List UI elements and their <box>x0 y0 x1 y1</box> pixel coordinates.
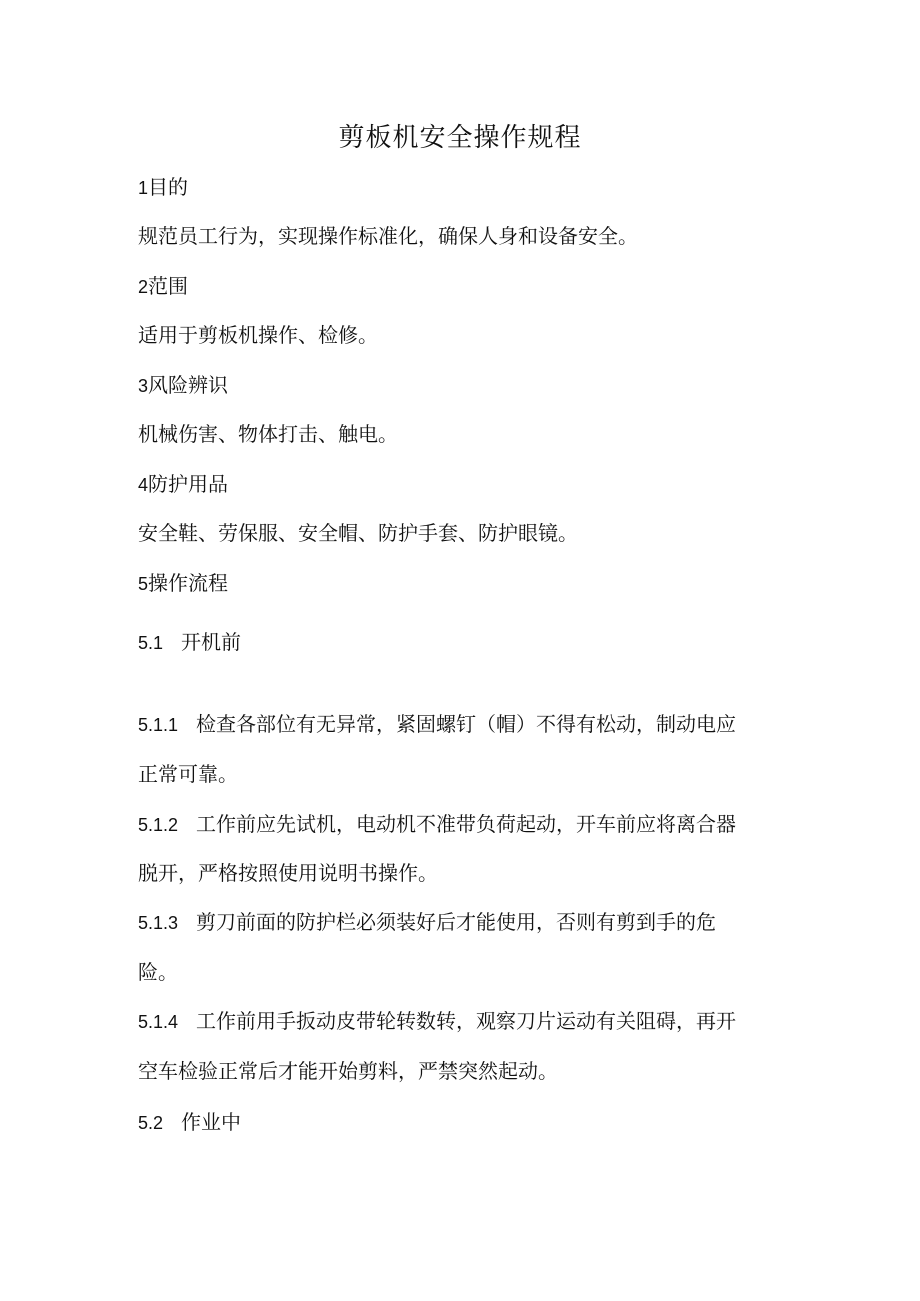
clause-number: 5.1.1 <box>138 715 179 735</box>
section-number: 5.2 <box>138 1113 164 1133</box>
section-heading-process <box>138 568 798 599</box>
clause-number: 5.1.4 <box>138 1012 179 1032</box>
section-heading-scope <box>138 271 798 302</box>
section-heading-text: 风险辨识 <box>148 373 229 397</box>
clause-text: 检查各部位有无异常，紧固螺钉（帽）不得有松动，制动电应 <box>196 712 737 736</box>
scope-text: 适用于剪板机操作、检修。 <box>138 323 378 347</box>
subsection-5-1 <box>138 627 798 658</box>
section-heading-text: 范围 <box>148 274 189 298</box>
section-heading-ppe <box>138 469 798 500</box>
clause-text: 工作前用手扳动皮带轮转数转，观察刀片运动有关阻碍，再开 <box>196 1009 737 1033</box>
section-number: 4 <box>138 475 149 495</box>
section-number: 3 <box>138 376 149 396</box>
section-number: 5 <box>138 574 149 594</box>
risk-text: 机械伤害、物体打击、触电。 <box>138 422 398 446</box>
section-number: 2 <box>138 277 149 297</box>
clause-5-1-2 <box>138 809 798 840</box>
clause-5-1-2-continued: 脱开，严格按照使用说明书操作。 <box>138 861 438 885</box>
clause-number: 5.1.3 <box>138 913 179 933</box>
clause-number: 5.1.2 <box>138 815 179 835</box>
section-heading-text: 操作流程 <box>148 571 229 595</box>
purpose-text: 规范员工行为，实现操作标准化，确保人身和设备安全。 <box>138 224 638 248</box>
subsection-5-2 <box>138 1107 798 1138</box>
clause-5-1-1-continued: 正常可靠。 <box>138 762 238 786</box>
clause-text: 工作前应先试机，电动机不准带负荷起动，开车前应将离合器 <box>196 812 737 836</box>
clause-5-1-3 <box>138 907 798 938</box>
ppe-text: 安全鞋、劳保服、安全帽、防护手套、防护眼镜。 <box>138 521 578 545</box>
section-heading-text: 开机前 <box>181 630 242 654</box>
clause-5-1-1 <box>138 709 798 740</box>
document-title: 剪板机安全操作规程 <box>338 123 582 153</box>
section-number: 5.1 <box>138 633 164 653</box>
clause-text: 剪刀前面的防护栏必须装好后才能使用，否则有剪到手的危 <box>196 910 717 934</box>
clause-5-1-4 <box>138 1006 798 1037</box>
section-heading-risk <box>138 370 798 401</box>
section-number: 1 <box>138 178 149 198</box>
section-heading-text: 防护用品 <box>148 472 229 496</box>
clause-5-1-3-continued: 险。 <box>138 960 178 984</box>
clause-5-1-4-continued: 空车检验正常后才能开始剪料，严禁突然起动。 <box>138 1059 558 1083</box>
section-heading-purpose <box>138 172 798 203</box>
section-heading-text: 作业中 <box>181 1110 242 1134</box>
section-heading-text: 目的 <box>148 175 189 199</box>
